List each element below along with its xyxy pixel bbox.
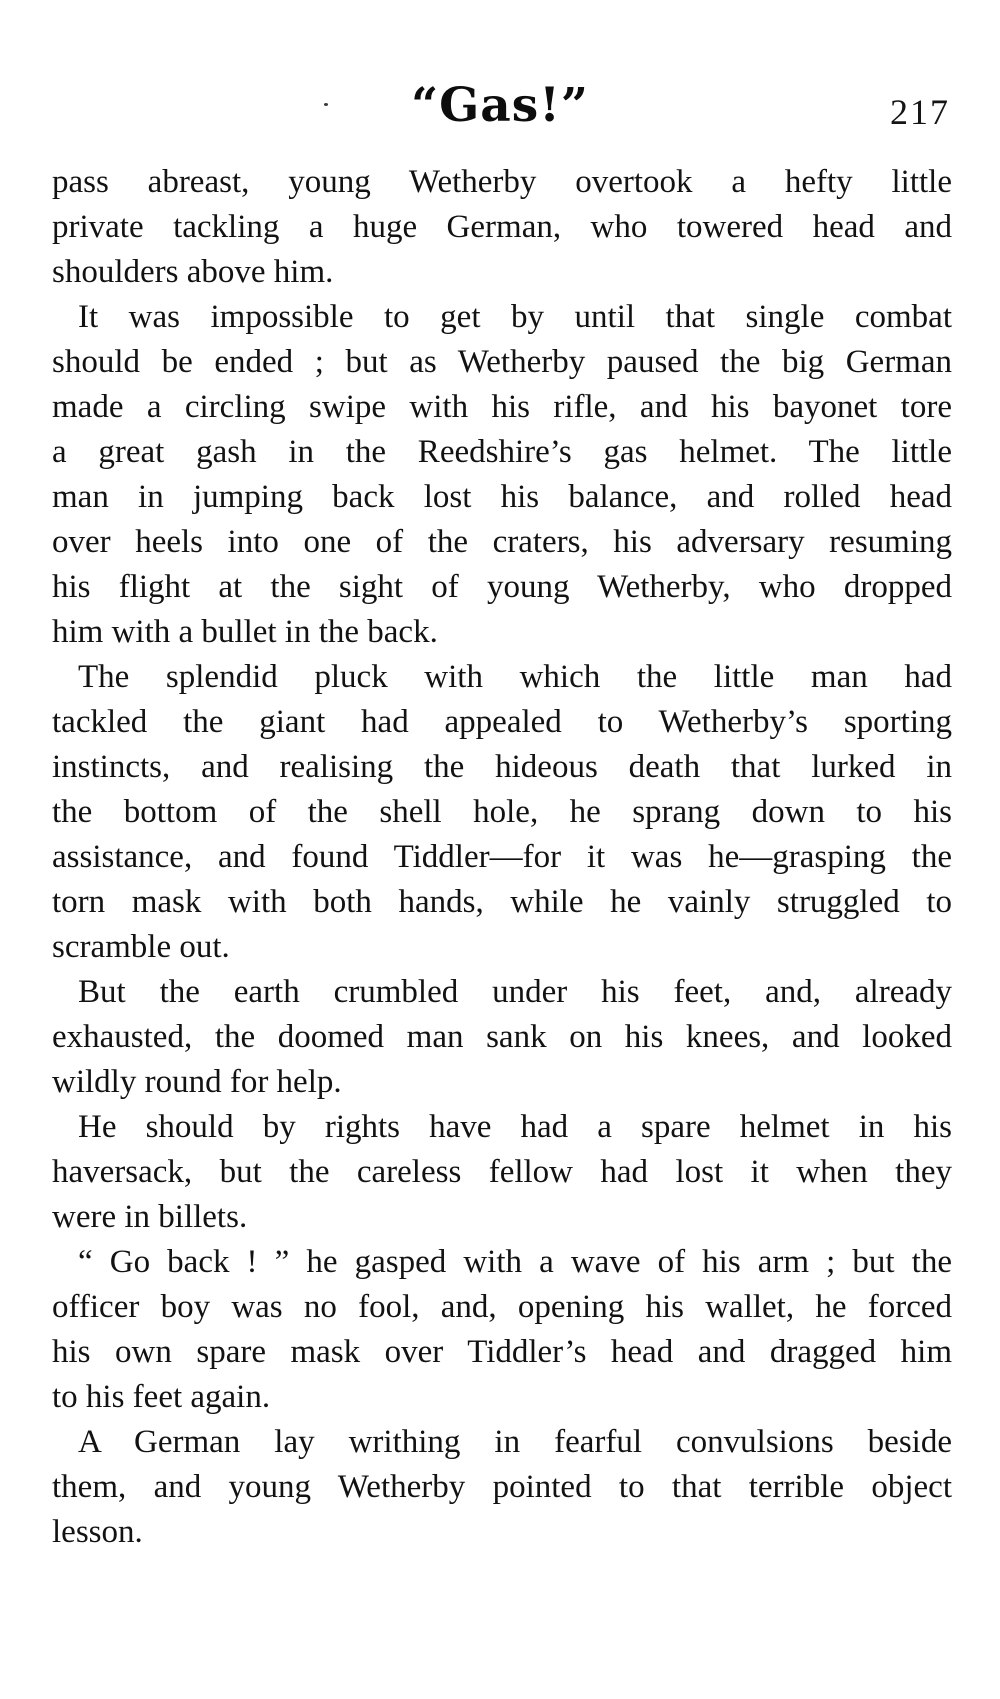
text-line: A German lay writhing in fearful convulsions beside [78, 1424, 952, 1460]
body-text [52, 160, 952, 1555]
paragraph-6 [52, 1240, 952, 1420]
text-line: It was impossible to get by until that single combat [78, 299, 952, 335]
page-header [0, 78, 1000, 138]
text-line: exhausted, the doomed man sank on his knees, and looked [52, 1019, 952, 1055]
page-number: 217 [890, 92, 950, 132]
paragraph-5 [52, 1105, 952, 1240]
text-line: instincts, and realising the hideous death that lurked in [52, 749, 952, 785]
paragraph-1 [52, 160, 952, 295]
text-line: The splendid pluck with which the little man had [78, 659, 952, 695]
text-line: to his feet again. [52, 1379, 271, 1415]
text-line: should be ended ; but as Wetherby paused the big German [52, 344, 952, 380]
text-line: wildly round for help. [52, 1064, 342, 1100]
text-line: a great gash in the Reedshire’s gas helmet. The little [52, 434, 952, 470]
ink-speck [324, 103, 328, 106]
text-line: private tackling a huge German, who towered head and [52, 209, 952, 245]
paragraph-7 [52, 1420, 952, 1555]
text-line: torn mask with both hands, while he vainly struggled to [52, 884, 952, 920]
paragraph-4 [52, 970, 952, 1105]
text-line: over heels into one of the craters, his adversary resuming [52, 524, 952, 560]
text-line: him with a bullet in the back. [52, 614, 438, 650]
paragraph-3 [52, 655, 952, 970]
text-line: his own spare mask over Tiddler’s head and dragged him [52, 1334, 952, 1370]
text-line: scramble out. [52, 929, 230, 965]
chapter-title: “Gas!” [411, 78, 589, 133]
text-line: were in billets. [52, 1199, 248, 1235]
text-line: But the earth crumbled under his feet, and, already [78, 974, 952, 1010]
paragraph-2 [52, 295, 952, 655]
text-line: tackled the giant had appealed to Wetherby’s sporting [52, 704, 952, 740]
text-line: pass abreast, young Wetherby overtook a hefty little [52, 164, 952, 200]
text-line: “ Go back ! ” he gasped with a wave of his arm ; but the [78, 1244, 952, 1280]
text-line: assistance, and found Tiddler—for it was he—grasping the [52, 839, 952, 875]
text-line: them, and young Wetherby pointed to that terrible object [52, 1469, 952, 1505]
text-line: shoulders above him. [52, 254, 334, 290]
text-line: man in jumping back lost his balance, and rolled head [52, 479, 952, 515]
text-line: his flight at the sight of young Wetherby, who dropped [52, 569, 952, 605]
text-line: the bottom of the shell hole, he sprang down to his [52, 794, 952, 830]
text-line: officer boy was no fool, and, opening his wallet, he forced [52, 1289, 952, 1325]
text-line: He should by rights have had a spare helmet in his [78, 1109, 952, 1145]
text-line: lesson. [52, 1514, 143, 1550]
text-line: made a circling swipe with his rifle, and his bayonet tore [52, 389, 952, 425]
text-line: haversack, but the careless fellow had lost it when they [52, 1154, 952, 1190]
